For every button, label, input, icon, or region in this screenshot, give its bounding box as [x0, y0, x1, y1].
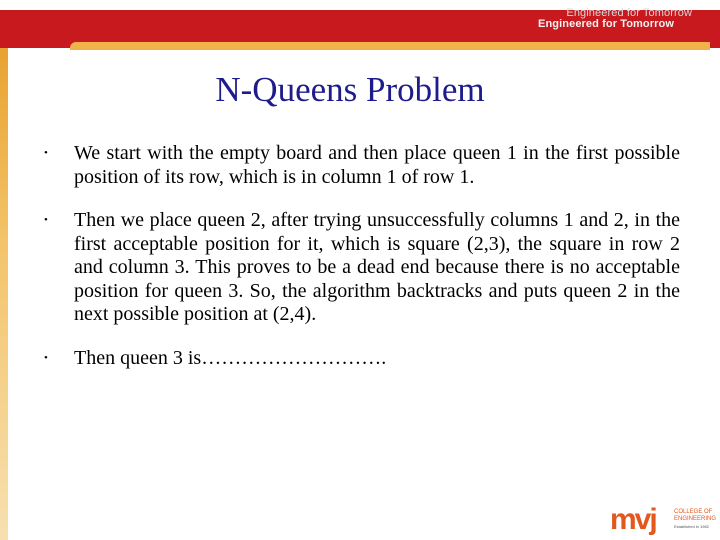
left-accent-strip [0, 48, 8, 540]
header-tagline-shadow: Engineered for Tomorrow [566, 7, 692, 19]
header-tagline: Engineered for Tomorrow [538, 18, 674, 30]
bullet-item [44, 347, 680, 371]
header-accent-shade [70, 42, 710, 50]
bullet-text: Then queen 3 is………………………. [74, 346, 387, 369]
bullet-text: Then we place queen 2, after trying unsuccessfully columns 1 and 2, in the first acceptable position for it, which is square (2,3), the square in row 2 and column 3. This proves to be a dead end because there is no acceptable position for queen 3. So, the algorithm backtracks and puts queen 2 in the next possible position at (2,4). [74, 209, 680, 325]
bullet-item [44, 209, 680, 327]
bullet-list [44, 142, 680, 390]
bullet-text: We start with the empty board and then place queen 1 in the first possible position of its row, which is in column 1 of row 1. [74, 142, 680, 188]
bullet-icon: • [44, 147, 48, 159]
logo-text [674, 509, 716, 530]
logo-line3: Established in 1982 [674, 524, 709, 529]
logo-mark: mvj [610, 503, 656, 536]
college-logo [610, 503, 720, 537]
bullet-icon: • [44, 214, 48, 226]
logo-line1: COLLEGE OF [674, 509, 713, 515]
bullet-item [44, 142, 680, 189]
slide-title: N-Queens Problem [215, 70, 485, 109]
bullet-icon: • [44, 351, 48, 364]
logo-line2: ENGINEERING [674, 516, 717, 522]
